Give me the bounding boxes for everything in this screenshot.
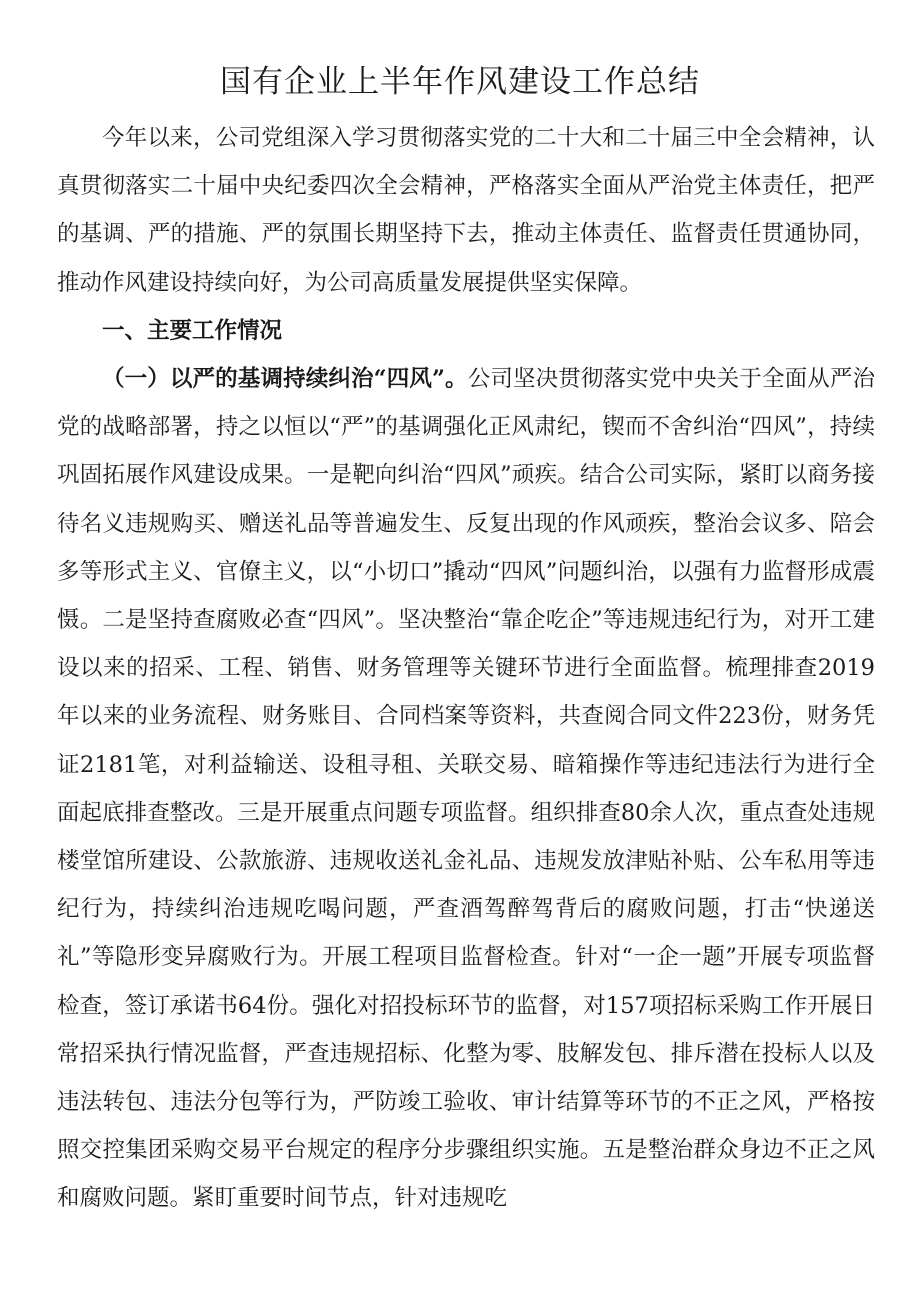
- intro-paragraph: 今年以来，公司党组深入学习贯彻落实党的二十大和二十届三中全会精神，认真贯彻落实二十届中央纪委四次全会精神，严格落实全面从严治党主体责任，把严的基调、严的措施、严的氛围长期坚持下去，推动主体责任、监督责任贯通协同，推动作风建设持续向好，为公司高质量发展提供坚实保障。: [57, 125, 875, 296]
- subsection-heading: （一）以严的基调持续纠治“四风”。: [102, 366, 468, 393]
- subsection-paragraph: [57, 355, 875, 1223]
- subsection-body: 公司坚决贯彻落实党中央关于全面从严治党的战略部署，持之以恒以“严”的基调强化正风肃纪，锲而不舍纠治“四风”，持续巩固拓展作风建设成果。一是靶向纠治“四风”顽疾。结合公司实际，紧盯以商务接待名义违规购买、赠送礼品等普遍发生、反复出现的作风顽疾，整治会议多、陪会多等形式主义、官僚主义，以“小切口”撬动“四风”问题纠治，以强有力监督形成震慑。二是坚持查腐败必查“四风”。坚决整治“靠企吃企”等违规违纪行为，对开工建设以来的招采、工程、销售、财务管理等关键环节进行全面监督。梳理排查2019年以来的业务流程、财务账目、合同档案等资料，共查阅合同文件223份，财务凭证2181笔，对利益输送、设租寻租、关联交易、暗箱操作等违纪违法行为进行全面起底排查整改。三是开展重点问题专项监督。组织排查80余人次，重点查处违规楼堂馆所建设、公款旅游、违规收送礼金礼品、违规发放津贴补贴、公车私用等违纪行为，持续纠治违规吃喝问题，严查酒驾醉驾背后的腐败问题，打击“快递送礼”等隐形变异腐败行为。开展工程项目监督检查。针对“一企一题”开展专项监督检查，签订承诺书64份。强化对招投标环节的监督，对157项招标采购工作开展日常招采执行情况监督，严查违规招标、化整为零、肢解发包、排斥潜在投标人以及违法转包、违法分包等行为，严防竣工验收、审计结算等环节的不正之风，严格按照交控集团采购交易平台规定的程序分步骤组织实施。五是整治群众身边不正之风和腐败问题。紧盯重要时间节点，针对违规吃: [57, 366, 875, 1212]
- section-heading: 一、主要工作情况: [102, 317, 283, 344]
- document-body: [57, 114, 875, 1223]
- document-title: 国有企业上半年作风建设工作总结: [220, 64, 700, 100]
